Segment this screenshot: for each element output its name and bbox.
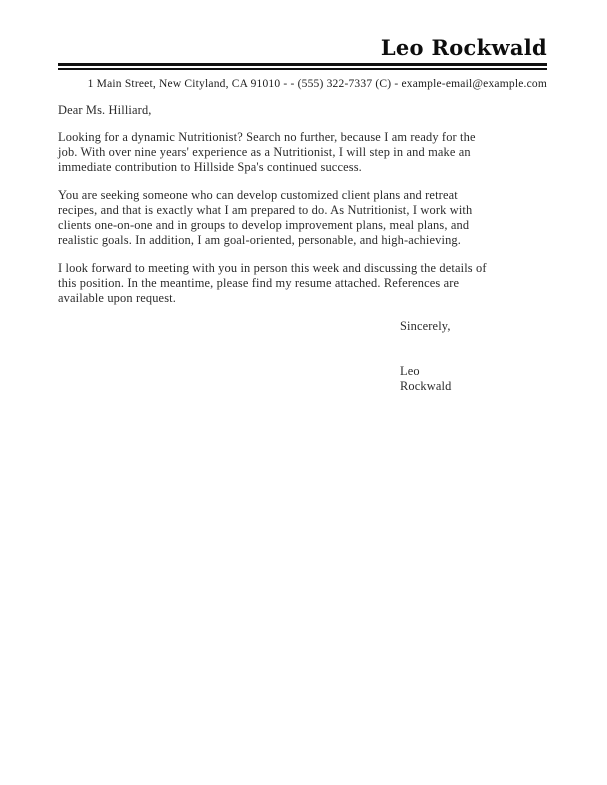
- closing: Sincerely,: [400, 319, 451, 333]
- contact-line: 1 Main Street, New Cityland, CA 91010 - - (555) 322-7337 (C) - example-email@example.com: [87, 78, 547, 90]
- text-line: this position. In the meantime, please find my resume attached. References are: [58, 276, 460, 290]
- text-line: recipes, and that is exactly what I am prepared to do. As Nutritionist, I work with: [58, 203, 473, 217]
- paragraph-3: [58, 261, 547, 306]
- rule-bottom-line: [58, 68, 547, 70]
- signature-first-name: Leo: [400, 364, 420, 378]
- applicant-name: Leo Rockwald: [380, 35, 547, 60]
- text-line: I look forward to meeting with you in person this week and discussing the details of: [58, 261, 487, 275]
- paragraph-1: [58, 130, 547, 175]
- text-line: clients one-on-one and in groups to develop improvement plans, meal plans, and: [58, 218, 470, 232]
- salutation: Dear Ms. Hilliard,: [58, 103, 152, 117]
- text-line: You are seeking someone who can develop customized client plans and retreat: [58, 188, 458, 202]
- text-line: job. With over nine years' experience as a Nutritionist, I will step in and make an: [58, 145, 471, 159]
- letter-body: [58, 103, 547, 394]
- paragraph-2: [58, 188, 547, 248]
- text-line: realistic goals. In addition, I am goal-oriented, personable, and high-achieving.: [58, 233, 462, 247]
- signature-block: [400, 364, 547, 394]
- text-line: immediate contribution to Hillside Spa's continued success.: [58, 160, 362, 174]
- signature-last-name: Rockwald: [400, 379, 452, 393]
- double-rule: [58, 63, 547, 70]
- text-line: Looking for a dynamic Nutritionist? Search no further, because I am ready for the: [58, 130, 476, 144]
- letterhead: [58, 36, 547, 91]
- text-line: available upon request.: [58, 291, 177, 305]
